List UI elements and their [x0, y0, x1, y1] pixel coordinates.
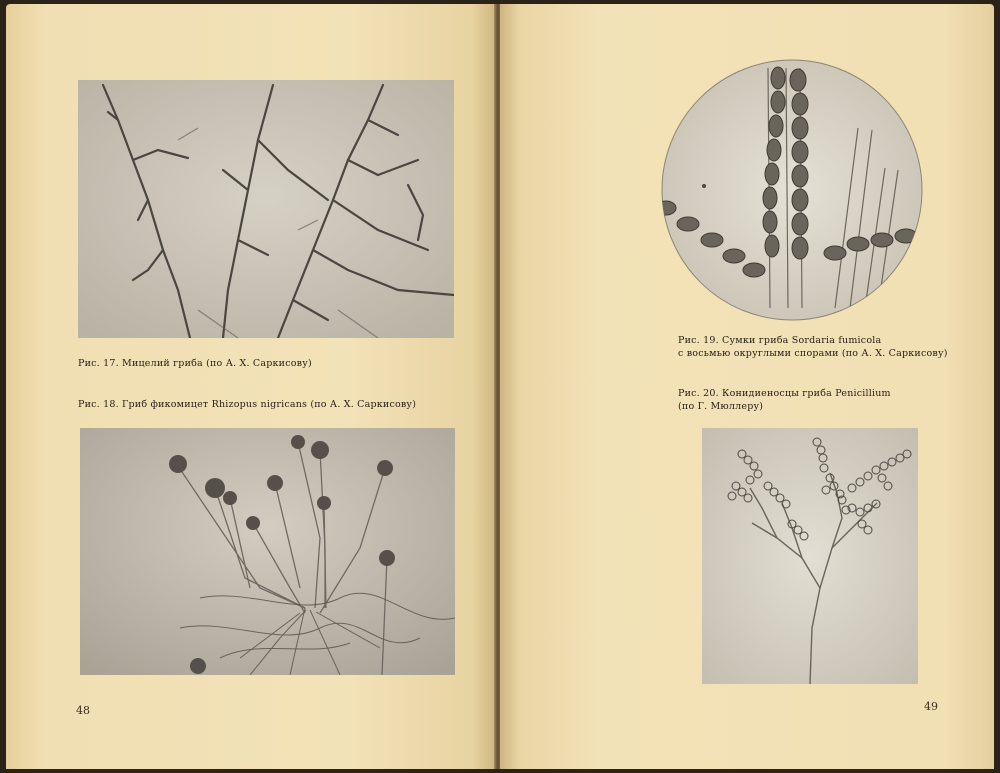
figure-17-caption: Рис. 17. Мицелий гриба (по А. Х. Саркисову)	[78, 358, 312, 369]
figure-19-caption-line1: Рис. 19. Сумки гриба Sordaria fumicola	[678, 335, 882, 346]
figure-19-sordaria-photo	[660, 58, 924, 322]
figure-20-penicillium-photo	[702, 428, 918, 684]
figure-20-caption-line1: Рис. 20. Конидиеносцы гриба Penicillium	[678, 388, 891, 399]
figure-18-rhizopus-photo	[80, 428, 455, 675]
figure-18-caption: Рис. 18. Гриб фикомицет Rhizopus nigricans (по А. Х. Саркисову)	[78, 399, 417, 410]
figure-19-caption-line2: с восьмью округлыми спорами (по А. Х. Саркисову)	[678, 348, 948, 359]
right-page-number: 49	[924, 700, 938, 713]
figure-17-mycelium-photo	[78, 80, 454, 338]
figure-20-caption-line2: (по Г. Мюллеру)	[678, 401, 764, 412]
left-page-number: 48	[76, 704, 90, 717]
